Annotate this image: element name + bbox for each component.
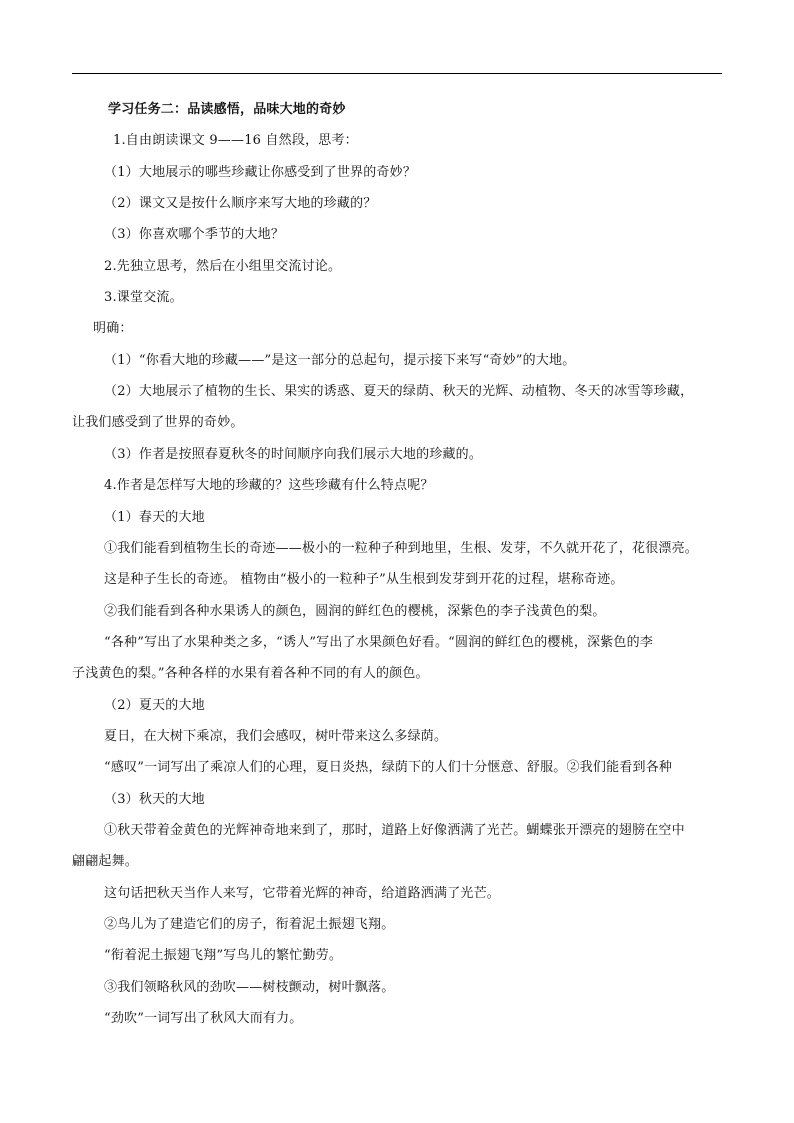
text-line: 让我们感受到了世界的奇妙。: [72, 415, 244, 430]
text-line: 3.课堂交流。: [104, 290, 183, 305]
text-line: ②我们能看到各种水果诱人的颜色，圆润的鲜红色的樱桃，深紫色的李子浅黄色的梨。: [104, 604, 606, 619]
text-line: （3）秋天的大地: [104, 792, 205, 807]
text-line: （2）夏天的大地: [104, 698, 205, 713]
text-line: 1.自由朗读课文 9——16 自然段，思考：: [113, 133, 358, 148]
text-line: 翩翩起舞。: [72, 854, 139, 869]
text-line: 4.作者是怎样写大地的珍藏的？这些珍藏有什么特点呢？: [104, 478, 434, 493]
text-line: ①秋天带着金黄色的光辉神奇地来到了，那时，道路上好像洒满了光芒。蝴蝶张开漂亮的翅膀在空中: [104, 823, 685, 838]
text-line: “劲吹”一词写出了秋风大而有力。: [104, 1011, 303, 1026]
text-line: （2）大地展示了植物的生长、果实的诱惑、夏天的绿荫、秋天的光辉、动植物、冬天的冰雪等珍藏，: [104, 384, 694, 399]
text-line: （1）春天的大地: [104, 510, 205, 525]
text-line: （1）大地展示的哪些珍藏让你感受到了世界的奇妙？: [104, 165, 417, 180]
text-line: 2.先独立思考，然后在小组里交流讨论。: [104, 259, 342, 274]
text-line: （2）课文又是按什么顺序来写大地的珍藏的？: [104, 196, 377, 211]
text-line: （3）作者是按照春夏秋冬的时间顺序向我们展示大地的珍藏的。: [104, 447, 483, 462]
text-line: “各种”写出了水果种类之多，“诱人”写出了水果颜色好看。“圆润的鲜红色的樱桃，深紫色的李: [104, 635, 654, 650]
text-line: （1）“你看大地的珍藏——”是这一部分的总起句，提示接下来写“奇妙”的大地。: [104, 353, 576, 368]
text-line: （3）你喜欢哪个季节的大地？: [104, 227, 285, 242]
header-rule: [72, 73, 722, 74]
text-line: “感叹”一词写出了乘凉人们的心理，夏日炎热，绿荫下的人们十分惬意、舒服。②我们能看到各种: [104, 760, 673, 775]
text-line: 子浅黄色的梨。”各种各样的水果有着各种不同的有人的颜色。: [72, 666, 429, 681]
text-line: ③我们领略秋风的劲吹——树枝颤动，树叶飘落。: [104, 980, 395, 995]
text-line: 这是种子生长的奇迹。 植物由“极小的一粒种子”从生根到发芽到开花的过程，堪称奇迹。: [104, 572, 624, 587]
section-heading: 学习任务二：品读感悟，品味大地的奇妙: [108, 102, 346, 117]
text-line: 夏日，在大树下乘凉，我们会感叹，树叶带来这么多绿荫。: [104, 729, 448, 744]
text-line: ②鸟儿为了建造它们的房子，衔着泥土振翅飞翔。: [104, 917, 395, 932]
text-line: “衔着泥土振翅飞翔”写鸟儿的繁忙勤劳。: [104, 948, 343, 963]
text-line: ①我们能看到植物生长的奇迹——极小的一粒种子种到地里，生根、发芽，不久就开花了，花很漂亮。: [104, 541, 699, 556]
text-line: 这句话把秋天当作人来写，它带着光辉的神奇，给道路洒满了光芒。: [104, 886, 501, 901]
text-line: 明确：: [93, 321, 133, 336]
